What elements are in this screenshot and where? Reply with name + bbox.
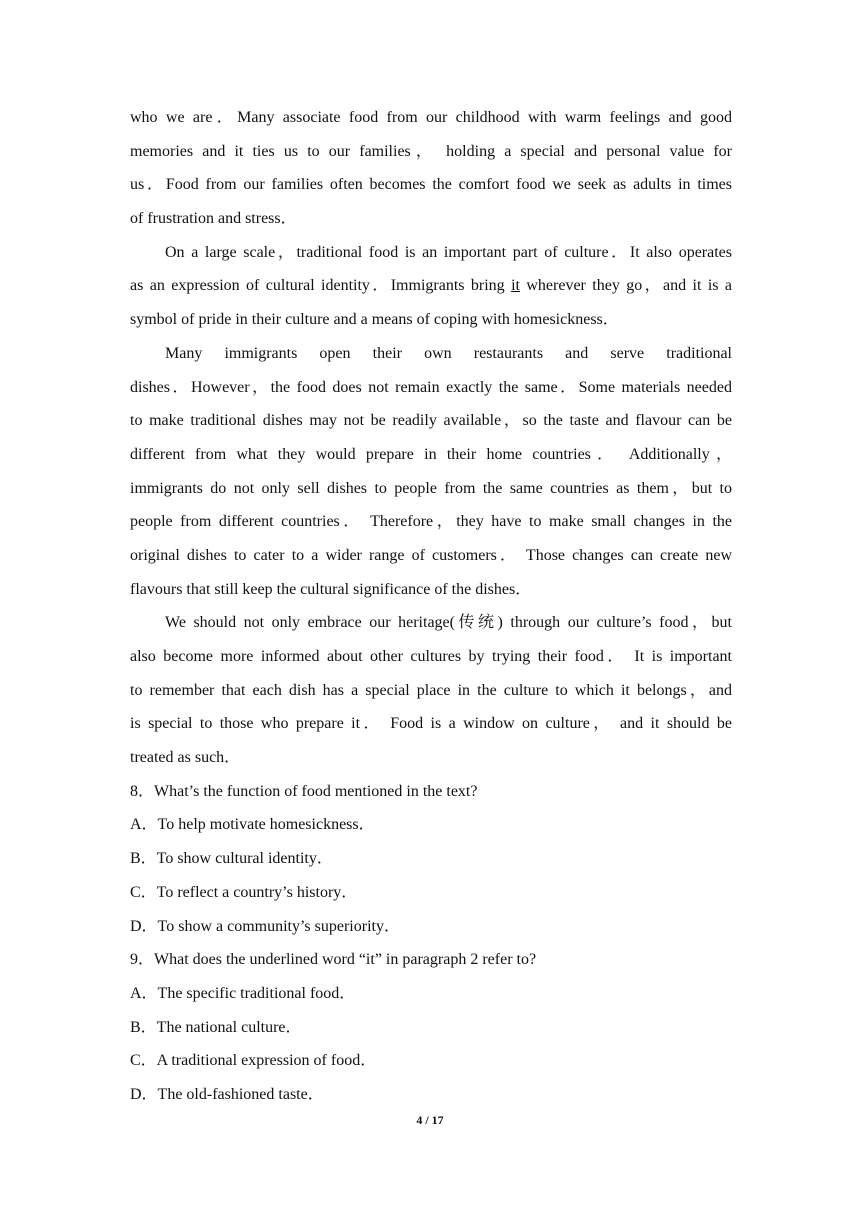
text-line: to make traditional dishes may not be readily available，so the taste and flavour can be xyxy=(130,412,732,430)
text-line xyxy=(130,269,732,303)
text-line: also become more informed about other cultures by trying their food． It is important xyxy=(130,648,732,665)
answer-option-b: B．To show cultural identity． xyxy=(130,850,333,868)
text-segment: as an expression of cultural identity．Immigrants bring xyxy=(130,277,512,295)
text-line: We should not only embrace our heritage(传统) through our culture’s food，but xyxy=(165,614,732,632)
answer-option-c: C．To reflect a country’s history． xyxy=(130,883,358,901)
paragraph-1 xyxy=(130,101,732,236)
answer-option-d: D．The old-fashioned taste． xyxy=(130,1085,324,1103)
text-line: to remember that each dish has a special place in the culture to which it belongs，and xyxy=(130,681,732,699)
underlined-word: it xyxy=(511,277,520,295)
text-line: of frustration and stress． xyxy=(130,210,297,228)
text-line: who we are．Many associate food from our childhood with warm feelings and good xyxy=(130,109,732,126)
text-line: us．Food from our families often becomes the comfort food we seek as adults in times xyxy=(130,176,732,194)
text-line: symbol of pride in their culture and a means of coping with homesickness． xyxy=(130,311,619,329)
text-line: immigrants do not only sell dishes to people from the same countries as them，but to xyxy=(130,479,732,497)
answer-option-c: C．A traditional expression of food． xyxy=(130,1052,377,1070)
text-line: flavours that still keep the cultural significance of the dishes． xyxy=(130,580,532,598)
text-line: On a large scale，traditional food is an important part of culture．It also operates xyxy=(165,243,732,261)
text-line: treated as such． xyxy=(130,749,241,767)
question-stem: 8．What’s the function of food mentioned in the text? xyxy=(130,782,478,800)
text-line: different from what they would prepare in their home countries． Additionally， xyxy=(130,445,732,463)
text-line: Many immigrants open their own restaurants and serve traditional xyxy=(165,344,732,362)
paragraph-4 xyxy=(130,606,732,774)
text-line: is special to those who prepare it． Food is a window on culture， and it should be xyxy=(130,715,732,733)
text-segment: wherever they go，and it is a xyxy=(519,277,732,295)
text-line: people from different countries． Therefore，they have to make small changes in the xyxy=(130,513,732,531)
text-line: memories and it ties us to our families， holding a special and personal value for xyxy=(130,142,732,160)
question-stem: 9．What does the underlined word “it” in paragraph 2 refer to? xyxy=(130,951,537,969)
paragraph-3 xyxy=(130,337,732,607)
answer-option-b: B．The national culture． xyxy=(130,1018,302,1036)
text-line: dishes．However，the food does not remain exactly the same．Some materials needed xyxy=(130,378,732,396)
text-line: original dishes to cater to a wider range of customers． Those changes can create new xyxy=(130,546,732,564)
page-content xyxy=(130,101,732,1112)
question-9 xyxy=(130,943,732,1111)
page-number: 4 / 17 xyxy=(416,1113,444,1127)
paragraph-2 xyxy=(130,236,732,337)
answer-option-d: D．To show a community’s superiority． xyxy=(130,917,400,935)
answer-option-a: A．To help motivate homesickness． xyxy=(130,816,375,834)
question-8 xyxy=(130,775,732,943)
answer-option-a: A．The specific traditional food． xyxy=(130,984,356,1002)
